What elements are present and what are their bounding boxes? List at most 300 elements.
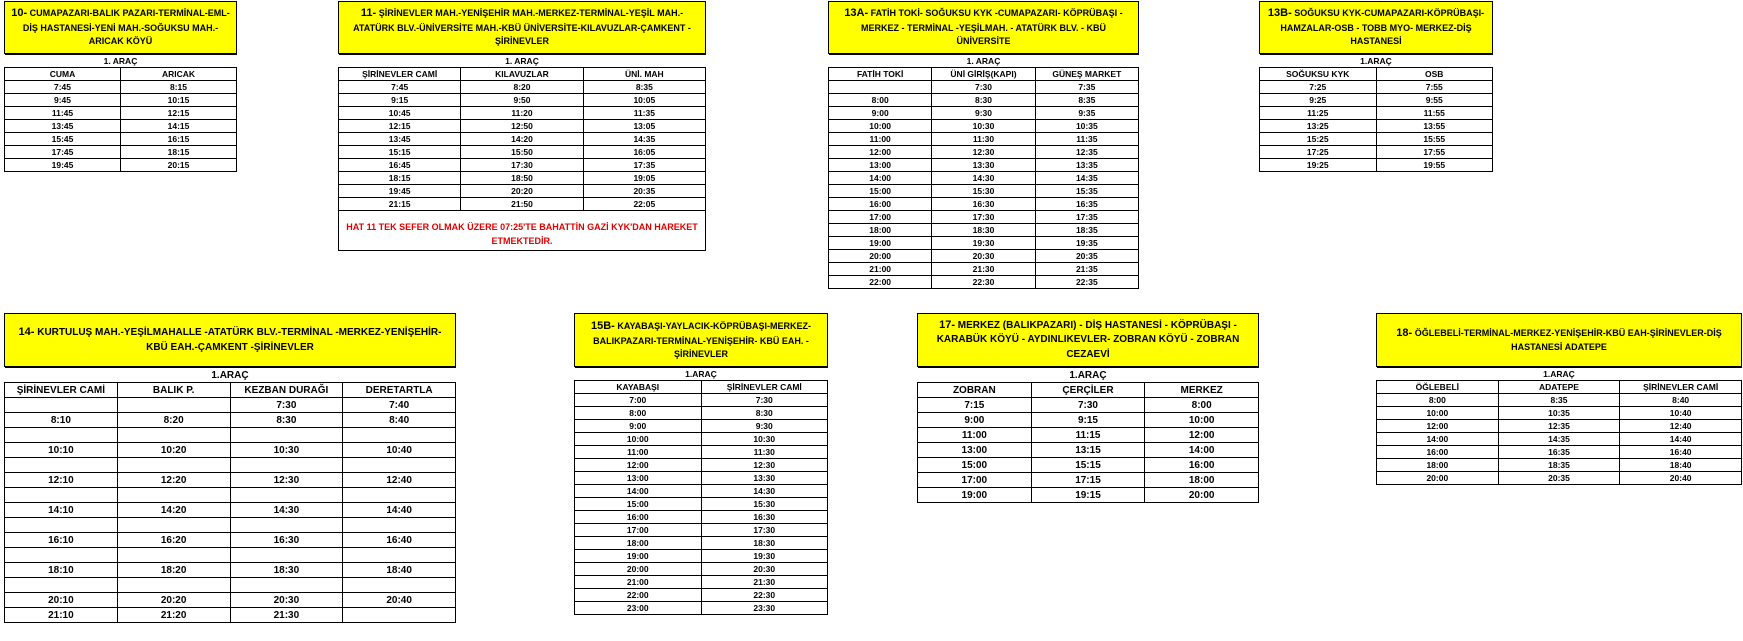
time-cell: 7:30 bbox=[701, 394, 828, 407]
time-cell: 22:30 bbox=[932, 276, 1035, 289]
time-cell: 7:45 bbox=[339, 81, 461, 94]
route-header bbox=[917, 313, 1259, 367]
time-cell: 23:30 bbox=[701, 602, 828, 615]
time-cell: 7:45 bbox=[5, 81, 121, 94]
time-cell: 18:00 bbox=[1145, 473, 1259, 488]
time-cell: 12:30 bbox=[932, 146, 1035, 159]
time-cell: 22:00 bbox=[829, 276, 932, 289]
time-cell: 15:00 bbox=[918, 458, 1032, 473]
table-row bbox=[575, 511, 828, 524]
time-cell: 20:20 bbox=[461, 185, 583, 198]
time-cell: 16:40 bbox=[1620, 446, 1742, 459]
table-row bbox=[5, 81, 237, 94]
route-title: KURTULUŞ MAH.-YEŞİLMAHALLE -ATATÜRK BLV.-TERMİNAL -MERKEZ-YENİŞEHİR-KBÜ EAH.-ÇAMKENT -ŞİRİNEVLER bbox=[37, 326, 442, 353]
route-14-panel bbox=[4, 313, 456, 623]
time-cell: 20:30 bbox=[701, 563, 828, 576]
route-17-panel bbox=[917, 313, 1259, 503]
schedule-table bbox=[828, 54, 1139, 289]
table-row bbox=[1377, 433, 1742, 446]
table-row bbox=[918, 443, 1259, 458]
time-cell: 19:00 bbox=[829, 237, 932, 250]
time-cell: 14:35 bbox=[1498, 433, 1620, 446]
time-cell: 14:30 bbox=[701, 485, 828, 498]
time-cell: 13:00 bbox=[575, 472, 702, 485]
table-row bbox=[829, 146, 1139, 159]
table-row bbox=[5, 428, 456, 443]
time-cell: 13:30 bbox=[932, 159, 1035, 172]
time-cell: 7:30 bbox=[932, 81, 1035, 94]
vehicle-label: 1.ARAÇ bbox=[575, 368, 828, 381]
vehicle-label: 1. ARAÇ bbox=[829, 55, 1139, 68]
table-row bbox=[5, 533, 456, 548]
table-row bbox=[1260, 159, 1493, 172]
time-cell: 17:30 bbox=[461, 159, 583, 172]
time-cell: 20:00 bbox=[1145, 488, 1259, 503]
time-cell: 12:30 bbox=[701, 459, 828, 472]
time-cell: 19:45 bbox=[339, 185, 461, 198]
time-cell bbox=[343, 548, 456, 563]
table-row bbox=[575, 524, 828, 537]
table-row bbox=[829, 81, 1139, 94]
table-row bbox=[5, 146, 237, 159]
column-header: ZOBRAN bbox=[918, 383, 1032, 398]
route-title: ŞİRİNEVLER MAH.-YENİŞEHİR MAH.-MERKEZ-TERMİNAL-YEŞİL MAH.-ATATÜRK BLV.-ÜNİVERSİTE MAH.-KBÜ ÜNİVERSİTE-KILAVUZLAR-ÇAMKENT - ŞİRİNEVLER bbox=[353, 8, 691, 47]
time-cell: 14:00 bbox=[1145, 443, 1259, 458]
time-cell: 20:10 bbox=[5, 593, 118, 608]
time-cell: 14:35 bbox=[583, 133, 705, 146]
route-11-panel bbox=[338, 1, 706, 251]
table-row bbox=[339, 133, 706, 146]
time-cell: 8:00 bbox=[1377, 394, 1499, 407]
route-header bbox=[1376, 313, 1742, 367]
time-cell: 16:00 bbox=[829, 198, 932, 211]
table-row bbox=[339, 107, 706, 120]
time-cell bbox=[117, 578, 230, 593]
column-header-row bbox=[575, 381, 828, 394]
schedule-table bbox=[4, 54, 237, 172]
time-cell bbox=[5, 458, 118, 473]
table-row bbox=[575, 550, 828, 563]
time-cell bbox=[230, 518, 343, 533]
vehicle-row bbox=[918, 368, 1259, 383]
route-header bbox=[828, 1, 1139, 54]
time-cell: 10:05 bbox=[583, 94, 705, 107]
column-header: MERKEZ bbox=[1145, 383, 1259, 398]
route-header bbox=[338, 1, 706, 54]
time-cell: 9:30 bbox=[701, 420, 828, 433]
time-cell: 21:35 bbox=[1035, 263, 1138, 276]
route-title: MERKEZ (BALIKPAZARI) - DİŞ HASTANESİ - KÖPRÜBAŞI - KARABÜK KÖYÜ - AYDINLIKEVLER- ZOBRAN KÖYÜ - ZOBRAN CEZAEVİ bbox=[936, 319, 1240, 360]
time-cell: 16:05 bbox=[583, 146, 705, 159]
table-row bbox=[918, 458, 1259, 473]
vehicle-row bbox=[339, 55, 706, 68]
time-cell: 10:15 bbox=[121, 94, 237, 107]
time-cell: 15:35 bbox=[1035, 185, 1138, 198]
table-row bbox=[829, 172, 1139, 185]
route-title: FATİH TOKİ- SOĞUKSU KYK -CUMAPAZARI- KÖPRÜBAŞI - MERKEZ - TERMİNAL -YEŞİLMAH. - ATATÜRK BLV. - KBÜ ÜNİVERSİTE bbox=[861, 8, 1123, 47]
table-row bbox=[575, 459, 828, 472]
table-row bbox=[1377, 472, 1742, 485]
table-row bbox=[829, 224, 1139, 237]
vehicle-row bbox=[1377, 368, 1742, 381]
table-row bbox=[575, 498, 828, 511]
time-cell: 15:30 bbox=[701, 498, 828, 511]
column-header: ÇERÇİLER bbox=[1031, 383, 1145, 398]
time-cell: 17:00 bbox=[918, 473, 1032, 488]
schedule-table bbox=[338, 54, 706, 211]
table-row bbox=[829, 250, 1139, 263]
column-header-row bbox=[829, 68, 1139, 81]
time-cell: 18:35 bbox=[1498, 459, 1620, 472]
time-cell: 16:15 bbox=[121, 133, 237, 146]
table-row bbox=[829, 211, 1139, 224]
time-cell: 19:05 bbox=[583, 172, 705, 185]
column-header-row bbox=[1377, 381, 1742, 394]
time-cell: 20:00 bbox=[575, 563, 702, 576]
time-cell: 14:00 bbox=[1377, 433, 1499, 446]
time-cell: 22:05 bbox=[583, 198, 705, 211]
vehicle-label: 1. ARAÇ bbox=[339, 55, 706, 68]
time-cell bbox=[5, 578, 118, 593]
table-row bbox=[575, 420, 828, 433]
vehicle-row bbox=[1260, 55, 1493, 68]
time-cell: 7:30 bbox=[1031, 398, 1145, 413]
time-cell bbox=[117, 458, 230, 473]
time-cell: 11:20 bbox=[461, 107, 583, 120]
time-cell: 16:35 bbox=[1035, 198, 1138, 211]
route-header bbox=[574, 313, 828, 367]
time-cell: 10:30 bbox=[932, 120, 1035, 133]
table-row bbox=[1260, 81, 1493, 94]
route-header bbox=[4, 313, 456, 367]
time-cell: 12:10 bbox=[5, 473, 118, 488]
route-code: 18- bbox=[1396, 326, 1413, 339]
time-cell bbox=[117, 518, 230, 533]
time-cell: 18:15 bbox=[339, 172, 461, 185]
time-cell: 16:30 bbox=[932, 198, 1035, 211]
time-cell: 23:00 bbox=[575, 602, 702, 615]
time-cell: 17:35 bbox=[1035, 211, 1138, 224]
table-row bbox=[339, 146, 706, 159]
time-cell: 8:00 bbox=[829, 94, 932, 107]
time-cell: 20:00 bbox=[1377, 472, 1499, 485]
schedule-table bbox=[4, 367, 456, 623]
time-cell: 12:15 bbox=[121, 107, 237, 120]
route-15b-panel bbox=[574, 313, 828, 615]
route-13b-panel bbox=[1259, 1, 1493, 172]
time-cell: 20:30 bbox=[932, 250, 1035, 263]
vehicle-label: 1.ARAÇ bbox=[1260, 55, 1493, 68]
column-header: ÜNİ. MAH bbox=[583, 68, 705, 81]
table-row bbox=[575, 433, 828, 446]
time-cell: 16:00 bbox=[575, 511, 702, 524]
time-cell: 10:00 bbox=[1145, 413, 1259, 428]
time-cell: 18:30 bbox=[701, 537, 828, 550]
table-row bbox=[918, 428, 1259, 443]
table-row bbox=[575, 472, 828, 485]
table-row bbox=[5, 443, 456, 458]
time-cell: 21:30 bbox=[932, 263, 1035, 276]
time-cell: 22:30 bbox=[701, 589, 828, 602]
time-cell: 13:30 bbox=[701, 472, 828, 485]
column-header: KILAVUZLAR bbox=[461, 68, 583, 81]
vehicle-label: 1.ARAÇ bbox=[5, 368, 456, 383]
route-title: ÖĞLEBELİ-TERMİNAL-MERKEZ-YENİŞEHİR-KBÜ EAH-ŞİRİNEVLER-DİŞ HASTANESİ ADATEPE bbox=[1414, 327, 1722, 353]
time-cell: 8:30 bbox=[230, 413, 343, 428]
time-cell: 21:30 bbox=[701, 576, 828, 589]
time-cell: 10:10 bbox=[5, 443, 118, 458]
time-cell: 14:00 bbox=[829, 172, 932, 185]
time-cell: 19:15 bbox=[1031, 488, 1145, 503]
time-cell: 13:45 bbox=[339, 133, 461, 146]
table-row bbox=[829, 159, 1139, 172]
time-cell: 19:30 bbox=[932, 237, 1035, 250]
time-cell: 17:15 bbox=[1031, 473, 1145, 488]
time-cell: 10:30 bbox=[701, 433, 828, 446]
table-row bbox=[829, 120, 1139, 133]
table-row bbox=[1260, 107, 1493, 120]
time-cell bbox=[117, 398, 230, 413]
time-cell: 9:55 bbox=[1376, 94, 1493, 107]
time-cell: 7:55 bbox=[1376, 81, 1493, 94]
time-cell: 18:20 bbox=[117, 563, 230, 578]
table-row bbox=[1377, 459, 1742, 472]
table-row bbox=[918, 398, 1259, 413]
route-code: 11- bbox=[360, 7, 377, 20]
table-row bbox=[339, 198, 706, 211]
time-cell: 10:40 bbox=[343, 443, 456, 458]
table-row bbox=[5, 518, 456, 533]
time-cell: 8:20 bbox=[117, 413, 230, 428]
table-row bbox=[1377, 420, 1742, 433]
time-cell: 19:55 bbox=[1376, 159, 1493, 172]
time-cell: 12:40 bbox=[1620, 420, 1742, 433]
column-header-row bbox=[5, 68, 237, 81]
table-row bbox=[918, 413, 1259, 428]
time-cell: 20:40 bbox=[1620, 472, 1742, 485]
route-code: 13B- bbox=[1267, 7, 1292, 20]
column-header: DERETARTLA bbox=[343, 383, 456, 398]
time-cell: 20:00 bbox=[829, 250, 932, 263]
time-cell: 19:35 bbox=[1035, 237, 1138, 250]
time-cell: 13:15 bbox=[1031, 443, 1145, 458]
time-cell: 21:10 bbox=[5, 608, 118, 623]
time-cell bbox=[343, 518, 456, 533]
time-cell bbox=[829, 81, 932, 94]
table-row bbox=[575, 537, 828, 550]
route-code: 13A- bbox=[844, 7, 869, 20]
time-cell bbox=[5, 398, 118, 413]
time-cell: 11:55 bbox=[1376, 107, 1493, 120]
time-cell: 16:45 bbox=[339, 159, 461, 172]
table-row bbox=[829, 107, 1139, 120]
time-cell: 10:30 bbox=[230, 443, 343, 458]
time-cell bbox=[343, 578, 456, 593]
time-cell: 18:40 bbox=[1620, 459, 1742, 472]
time-cell: 8:35 bbox=[1498, 394, 1620, 407]
schedule-table bbox=[917, 367, 1259, 503]
time-cell: 8:00 bbox=[575, 407, 702, 420]
time-cell: 21:15 bbox=[339, 198, 461, 211]
route-10-panel bbox=[4, 1, 237, 172]
time-cell: 8:00 bbox=[1145, 398, 1259, 413]
time-cell: 16:30 bbox=[701, 511, 828, 524]
time-cell: 11:45 bbox=[5, 107, 121, 120]
table-row bbox=[339, 159, 706, 172]
time-cell: 15:25 bbox=[1260, 133, 1377, 146]
column-header: ARICAK bbox=[121, 68, 237, 81]
column-header: KAYABAŞI bbox=[575, 381, 702, 394]
table-row bbox=[1260, 146, 1493, 159]
time-cell: 19:00 bbox=[575, 550, 702, 563]
table-row bbox=[829, 237, 1139, 250]
time-cell: 14:20 bbox=[117, 503, 230, 518]
column-header: ŞİRİNEVLER CAMİ bbox=[701, 381, 828, 394]
table-row bbox=[918, 488, 1259, 503]
vehicle-row bbox=[5, 368, 456, 383]
table-row bbox=[1260, 133, 1493, 146]
time-cell: 20:35 bbox=[1035, 250, 1138, 263]
time-cell: 17:45 bbox=[5, 146, 121, 159]
time-cell: 13:55 bbox=[1376, 120, 1493, 133]
time-cell: 12:50 bbox=[461, 120, 583, 133]
table-row bbox=[339, 81, 706, 94]
time-cell: 12:00 bbox=[575, 459, 702, 472]
table-row bbox=[1260, 94, 1493, 107]
time-cell: 8:30 bbox=[932, 94, 1035, 107]
time-cell bbox=[343, 428, 456, 443]
time-cell: 14:40 bbox=[1620, 433, 1742, 446]
time-cell bbox=[230, 548, 343, 563]
time-cell: 17:55 bbox=[1376, 146, 1493, 159]
time-cell: 18:50 bbox=[461, 172, 583, 185]
table-row bbox=[339, 120, 706, 133]
time-cell: 17:30 bbox=[932, 211, 1035, 224]
column-header: OSB bbox=[1376, 68, 1493, 81]
time-cell bbox=[117, 548, 230, 563]
column-header-row bbox=[1260, 68, 1493, 81]
column-header: FATİH TOKİ bbox=[829, 68, 932, 81]
table-row bbox=[5, 458, 456, 473]
time-cell: 15:00 bbox=[575, 498, 702, 511]
table-row bbox=[575, 394, 828, 407]
time-cell: 17:25 bbox=[1260, 146, 1377, 159]
time-cell: 12:35 bbox=[1498, 420, 1620, 433]
column-header: GÜNEŞ MARKET bbox=[1035, 68, 1138, 81]
time-cell: 11:35 bbox=[583, 107, 705, 120]
column-header: CUMA bbox=[5, 68, 121, 81]
time-cell: 13:05 bbox=[583, 120, 705, 133]
time-cell: 9:50 bbox=[461, 94, 583, 107]
time-cell: 10:00 bbox=[575, 433, 702, 446]
time-cell: 11:15 bbox=[1031, 428, 1145, 443]
time-cell: 21:00 bbox=[575, 576, 702, 589]
column-header: ÜNİ GİRİŞ(KAPI) bbox=[932, 68, 1035, 81]
time-cell: 9:00 bbox=[829, 107, 932, 120]
time-cell: 13:00 bbox=[829, 159, 932, 172]
table-row bbox=[1377, 394, 1742, 407]
time-cell: 20:30 bbox=[230, 593, 343, 608]
route-title: CUMAPAZARI-BALIK PAZARI-TERMİNAL-EML-DİŞ HASTANESİ-YENİ MAH.-SOĞUKSU MAH.-ARICAK KÖYÜ bbox=[22, 8, 230, 47]
route-header bbox=[1259, 1, 1493, 54]
time-cell: 7:25 bbox=[1260, 81, 1377, 94]
time-cell: 18:35 bbox=[1035, 224, 1138, 237]
vehicle-row bbox=[829, 55, 1139, 68]
time-cell: 7:30 bbox=[230, 398, 343, 413]
table-row bbox=[829, 185, 1139, 198]
time-cell: 8:40 bbox=[1620, 394, 1742, 407]
vehicle-row bbox=[5, 55, 237, 68]
table-row bbox=[575, 446, 828, 459]
route-13a-panel bbox=[828, 1, 1139, 289]
table-row bbox=[5, 608, 456, 623]
time-cell bbox=[230, 458, 343, 473]
column-header: ÖĞLEBELİ bbox=[1377, 381, 1499, 394]
table-row bbox=[575, 563, 828, 576]
time-cell: 21:50 bbox=[461, 198, 583, 211]
time-cell: 17:00 bbox=[829, 211, 932, 224]
time-cell: 9:15 bbox=[339, 94, 461, 107]
time-cell: 20:15 bbox=[121, 159, 237, 172]
time-cell: 20:40 bbox=[343, 593, 456, 608]
table-row bbox=[829, 276, 1139, 289]
column-header: ADATEPE bbox=[1498, 381, 1620, 394]
time-cell: 8:10 bbox=[5, 413, 118, 428]
table-row bbox=[1377, 446, 1742, 459]
time-cell: 9:00 bbox=[918, 413, 1032, 428]
time-cell: 22:00 bbox=[575, 589, 702, 602]
time-cell: 7:00 bbox=[575, 394, 702, 407]
table-row bbox=[5, 473, 456, 488]
table-row bbox=[829, 263, 1139, 276]
time-cell: 15:55 bbox=[1376, 133, 1493, 146]
time-cell: 14:00 bbox=[575, 485, 702, 498]
time-cell: 14:30 bbox=[230, 503, 343, 518]
time-cell: 10:35 bbox=[1035, 120, 1138, 133]
time-cell: 20:35 bbox=[1498, 472, 1620, 485]
column-header-row bbox=[5, 383, 456, 398]
table-row bbox=[5, 413, 456, 428]
table-row bbox=[1260, 120, 1493, 133]
time-cell: 13:45 bbox=[5, 120, 121, 133]
time-cell: 10:20 bbox=[117, 443, 230, 458]
time-cell: 9:30 bbox=[932, 107, 1035, 120]
time-cell: 7:35 bbox=[1035, 81, 1138, 94]
table-row bbox=[918, 473, 1259, 488]
schedule-note: HAT 11 TEK SEFER OLMAK ÜZERE 07:25'TE BAHATTİN GAZİ KYK'DAN HAREKET ETMEKTEDİR. bbox=[338, 211, 706, 251]
table-row bbox=[575, 589, 828, 602]
time-cell: 17:30 bbox=[701, 524, 828, 537]
column-header: KEZBAN DURAĞI bbox=[230, 383, 343, 398]
time-cell: 12:35 bbox=[1035, 146, 1138, 159]
time-cell: 10:00 bbox=[1377, 407, 1499, 420]
column-header: ŞİRİNEVLER CAMİ bbox=[339, 68, 461, 81]
route-code: 17- bbox=[939, 318, 956, 331]
time-cell: 11:30 bbox=[701, 446, 828, 459]
time-cell: 10:00 bbox=[829, 120, 932, 133]
column-header: ŞİRİNEVLER CAMİ bbox=[5, 383, 118, 398]
time-cell: 20:20 bbox=[117, 593, 230, 608]
time-cell: 13:00 bbox=[918, 443, 1032, 458]
time-cell: 14:40 bbox=[343, 503, 456, 518]
table-row bbox=[575, 407, 828, 420]
table-row bbox=[5, 548, 456, 563]
time-cell: 7:15 bbox=[918, 398, 1032, 413]
time-cell bbox=[5, 488, 118, 503]
route-code: 14- bbox=[18, 325, 35, 338]
table-row bbox=[575, 602, 828, 615]
column-header: SOĞUKSU KYK bbox=[1260, 68, 1377, 81]
